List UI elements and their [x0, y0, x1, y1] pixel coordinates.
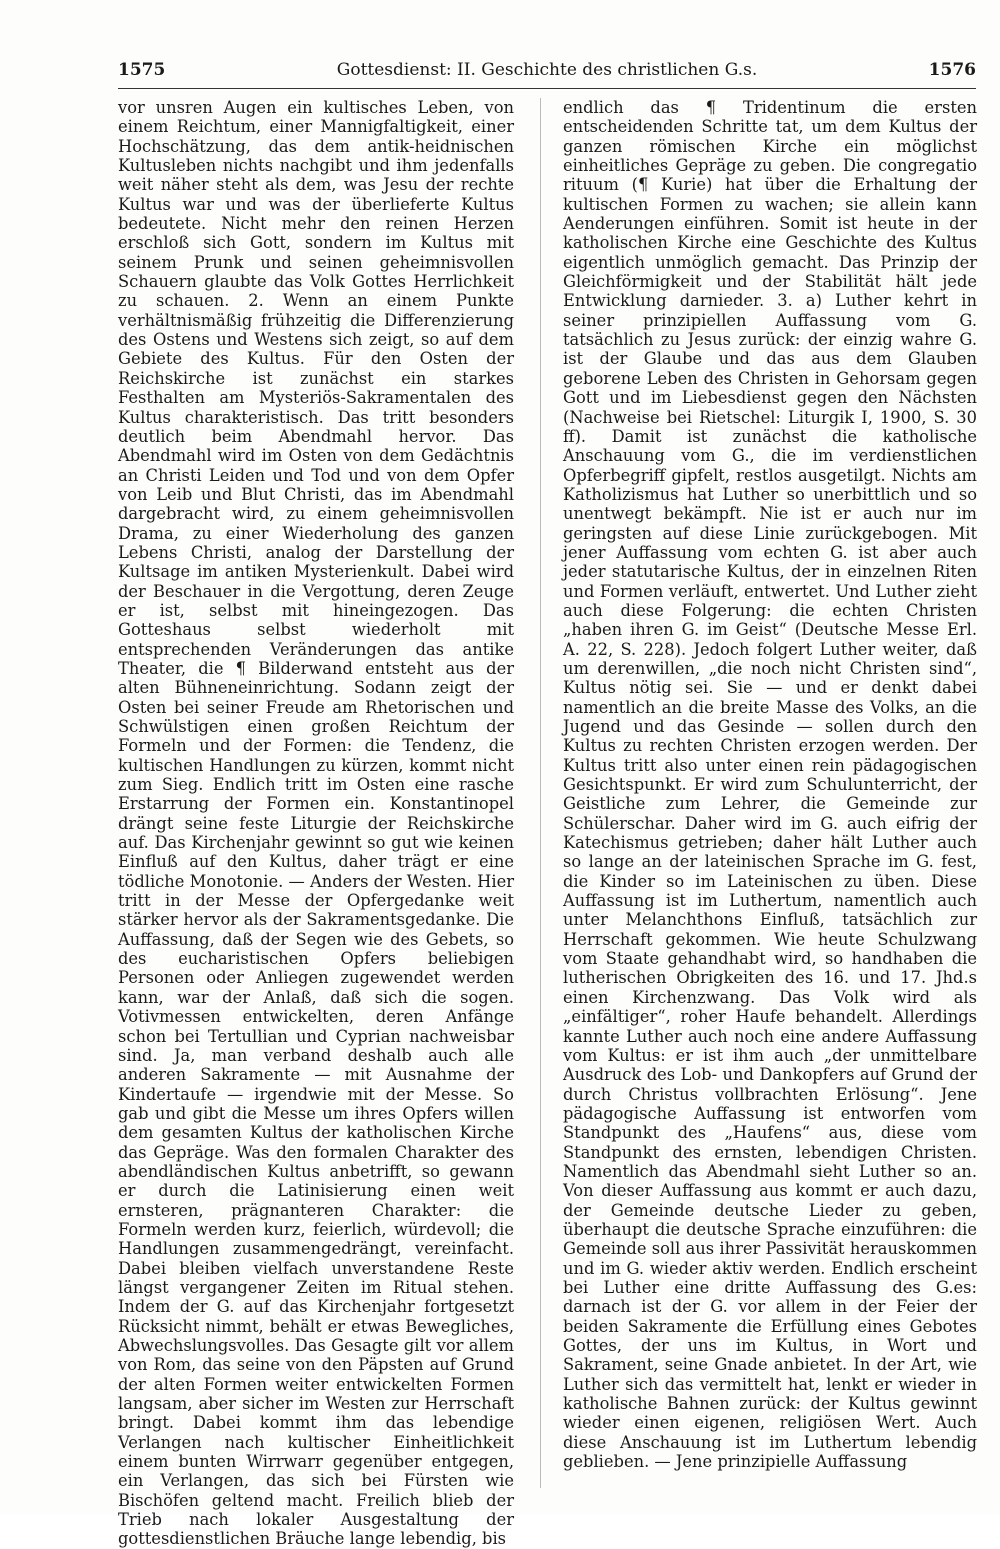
running-title: Gottesdienst: II. Geschichte des christlichen G.s.: [336, 60, 758, 80]
column-divider: [540, 98, 541, 1488]
column-left-text: vor unsren Augen ein kultisches Leben, von einem Reichtum, einer Mannigfaltigkeit, einer Hochschätzung, das dem antik-heidnischen Kultusleben nichts nachgibt und ihm jedenfalls weit näher steht als dem, was Jesu der rechte Kultus war und was der überlieferte Kultus bedeutete. Nicht mehr den reinen Herzen erschloß sich Gott, sondern im Kultus mit seinem Prunk und seinen geheimnisvollen Schauern glaubte das Volk Gottes Herrlichkeit zu schauen. 2. Wenn an einem Punkte verhältnismäßig frühzeitig die Differenzierung des Ostens und Westens sich zeigt, so auf dem Gebiete des Kultus. Für den Osten der Reichskirche ist zunächst ein starkes Festhalten am Mysteriös-Sakramentalen des Kultus charakteristisch. Das tritt besonders deutlich beim Abendmahl hervor. Das Abendmahl wird im Osten von dem Gedächtnis an Christi Leiden und Tod und von dem Opfer von Leib und Blut Christi, das im Abendmahl dargebracht wird, zu einem geheimnisvollen Drama, zu einer Wiederholung des ganzen Lebens Christi, analog der Darstellung der Kultsage im antiken Mysterienkult. Dabei wird der Beschauer in die Vergottung, deren Zeuge er ist, selbst mit hineingezogen. Das Gotteshaus selbst wiederholt mit entsprechenden Veränderungen das antike Theater, die ¶ Bilderwand entsteht aus der alten Bühneneinrichtung. Sodann zeigt der Osten bei seiner Freude am Rhetorischen und Schwülstigen einen großen Reichtum der Formeln und der Formen: die Tendenz, die kultischen Handlungen zu kürzen, kommt nicht zum Sieg. Endlich tritt im Osten eine rasche Erstarrung der Formen ein. Konstantinopel drängt seine feste Liturgie der Reichskirche auf. Das Kirchenjahr gewinnt so gut wie keinen Einfluß auf den Kultus, daher trägt er eine tödliche Monotonie. — Anders der Westen. Hier tritt in der Messe der Opfergedanke weit stärker hervor als der Sakramentsgedanke. Die Auffassung, daß der Segen wie des Gebets, so des eucharistischen Opfers beliebigen Personen oder Anliegen zugewendet werden kann, war der Anlaß, daß sich die sogen. Votivmessen entwickelten, deren Anfänge schon bei Tertullian und Cyprian nachweisbar sind. Ja, man verband deshalb auch alle anderen Sakramente — mit Ausnahme der Kindertaufe — irgendwie mit der Messe. So gab und gibt die Messe um ihres Opfers willen dem gesamten Kultus der katholischen Kirche das Gepräge. Was den formalen Charakter des abendländischen Kultus anbetrifft, so gewann er durch die Latinisierung einen weit ernsteren, prägnanteren Charakter: die Formeln werden kurz, feierlich, würdevoll; die Handlungen zusammengedrängt, vereinfacht. Dabei bleiben vielfach unverstandene Reste längst vergangener Zeiten im Ritual stehen. Indem der G. auf das Kirchenjahr fortgesetzt Rücksicht nimmt, behält er etwas Bewegliches, Abwechslungsvolles. Das Gesagte gilt vor allem von Rom, das seine von den Päpsten auf Grund der alten Formen weiter entwickelten Formen langsam, aber sicher im Westen zur Herrschaft bringt. Dabei kommt ihm das lebendige Verlangen nach kultischer Einheitlichkeit einem bunten Wirrwarr gegenüber entgegen, ein Verlangen, das sich bei Fürsten wie Bischöfen geltend macht. Freilich blieb der Trieb nach lokaler Ausgestaltung der gottesdienstlichen Bräuche lange lebendig, bis: [118, 98, 514, 1549]
header-rule: [118, 88, 976, 89]
page-number-left: 1575: [118, 60, 166, 80]
text-column-right: [563, 98, 977, 1488]
column-right-text: endlich das ¶ Tridentinum die ersten entscheidenden Schritte tat, um dem Kultus der ganzen römischen Kirche ein möglichst einheitliches Gepräge zu geben. Die congregatio rituum (¶ Kurie) hat über die Erhaltung der kultischen Formen zu wachen; sie allein kann Aenderungen einführen. Somit ist heute in der katholischen Kirche eine Geschichte des Kultus eigentlich unmöglich gemacht. Das Prinzip der Gleichförmigkeit und der Stabilität hält jede Entwicklung darnieder. 3. a) Luther kehrt in seiner prinzipiellen Auffassung vom G. tatsächlich zu Jesus zurück: der einzig wahre G. ist der Glaube und das aus dem Glauben geborene Leben des Christen in Gehorsam gegen Gott und im Liebesdienst gegen den Nächsten (Nachweise bei Rietschel: Liturgik I, 1900, S. 30 ff). Damit ist zunächst die katholische Anschauung vom G., die im verdienstlichen Opferbegriff gipfelt, restlos ausgetilgt. Nichts am Katholizismus hat Luther so unerbittlich und so unentwegt bekämpft. Nie ist er auch nur im geringsten auf diese Linie zurückgebogen. Mit jener Auffassung vom echten G. ist aber auch jeder statutarische Kultus, der in einzelnen Riten und Formen verläuft, entwertet. Und Luther zieht auch diese Folgerung: die echten Christen „haben ihren G. im Geist“ (Deutsche Messe Erl. A. 22, S. 228). Jedoch folgert Luther weiter, daß um derenwillen, „die noch nicht Christen sind“, Kultus nötig sei. Sie — und er denkt dabei namentlich an die breite Masse des Volks, an die Jugend und das Gesinde — sollen durch den Kultus zu rechten Christen erzogen werden. Der Kultus tritt also unter einen rein pädagogischen Gesichtspunkt. Er wird zum Schulunterricht, der Geistliche zum Lehrer, die Gemeinde zur Schülerschar. Daher wird im G. auch eifrig der Katechismus getrieben; daher hält Luther auch so lange an der lateinischen Sprache im G. fest, die Kinder so im Lateinischen zu üben. Diese Auffassung ist im Luthertum, namentlich auch unter Melanchthons Einfluß, tatsächlich zur Herrschaft gekommen. Wie heute Schulzwang vom Staate gehandhabt wird, so handhaben die lutherischen Obrigkeiten des 16. und 17. Jhd.s einen Kirchenzwang. Das Volk wird als „einfältiger“, roher Haufe behandelt. Allerdings kannte Luther auch noch eine andere Auffassung vom Kultus: er ist ihm auch „der unmittelbare Ausdruck des Lob- und Dankopfers auf Grund der durch Christus vollbrachten Erlösung“. Jene pädagogische Auffassung ist entworfen vom Standpunkt des „Haufens“ aus, diese vom Standpunkt des ernsten, lebendigen Christen. Namentlich das Abendmahl sieht Luther so an. Von dieser Auffassung aus kommt er auch dazu, der Gemeinde deutsche Lieder zu geben, überhaupt die deutsche Sprache einzuführen: die Gemeinde soll aus ihrer Passivität herauskommen und im G. wieder aktiv werden. Endlich erscheint bei Luther eine dritte Auffassung des G.es: darnach ist der G. vor allem in der Feier der beiden Sakramente die Erfüllung eines Gebotes Gottes, der uns im Kultus, in Wort und Sakrament, seine Gnade anbietet. In der Art, wie Luther sich das vermittelt hat, lenkt er wieder in katholische Bahnen zurück: der Kultus gewinnt wieder einen eigenen, religiösen Wert. Auch diese Anschauung ist im Luthertum lebendig geblieben. — Jene prinzipielle Auffassung: [563, 98, 977, 1472]
page-number-right: 1576: [928, 60, 976, 80]
page-header: [118, 60, 976, 90]
text-column-left: [118, 98, 514, 1549]
